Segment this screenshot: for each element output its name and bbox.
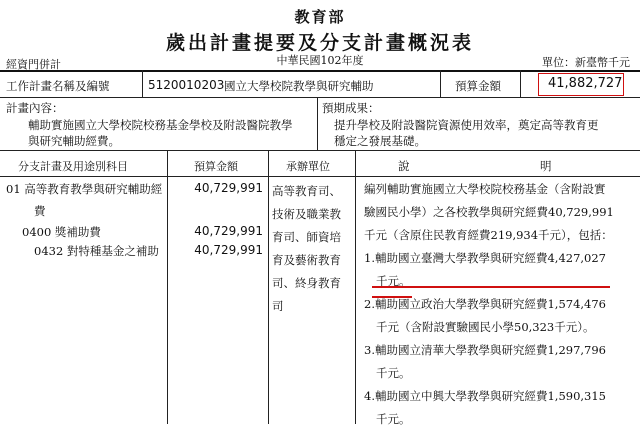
report-title: 歲出計畫提要及分支計畫概況表 (165, 32, 474, 54)
org-name: 教育部 (294, 8, 346, 26)
note-line: 1.輔助國立臺灣大學教學與研究經費4,427,027 (364, 251, 606, 265)
content-row-border (0, 150, 640, 151)
unit-cell (272, 180, 341, 318)
budget-highlight-box (538, 73, 624, 96)
outcome-label: 預期成果： (322, 101, 380, 115)
currency-unit: 單位：新臺幣千元 (542, 56, 630, 69)
plan-col-divider (520, 70, 521, 97)
note-line: 千元（含原住民教育經費219,934千元），包括： (364, 228, 613, 242)
note-line: 4.輔助國立中興大學教學與研究經費1,590,315 (364, 389, 606, 403)
unit-line: 高等教育司、 (272, 184, 341, 198)
plan-code: 5120010203 (148, 78, 225, 92)
table-col-divider (355, 150, 356, 424)
table-row-budget: 40,729,991 (194, 224, 263, 238)
note-line: 千元。 (376, 412, 411, 426)
budget-label: 預算金額 (455, 79, 501, 93)
col-header-note: 說 (398, 159, 410, 173)
table-top-border (0, 70, 640, 72)
content-col-divider (317, 97, 318, 150)
note-line: 千元。 (376, 274, 411, 288)
col-header-item: 分支計畫及用途別科目 (18, 160, 128, 173)
note-line: 3.輔助國立清華大學教學與研究經費1,297,796 (364, 343, 606, 357)
plan-name: 國立大學校院教學與研究輔助 (224, 79, 374, 93)
table-col-divider (167, 150, 168, 424)
content-text: 與研究輔助經費。 (28, 134, 120, 148)
note-line: 千元（含附設實驗國民小學50,323千元）。 (376, 320, 595, 334)
unit-line: 技術及職業教 (272, 207, 341, 221)
account-type: 經資門併計 (6, 58, 61, 71)
plan-label: 工作計畫名稱及編號 (6, 79, 110, 93)
plan-row-border (0, 97, 640, 98)
note-line: 2.輔助國立政治大學教學與研究經費1,574,476 (364, 297, 606, 311)
table-row-budget: 40,729,991 (194, 181, 263, 195)
table-col-divider (268, 150, 269, 424)
unit-line: 育司、師資培 (272, 230, 341, 244)
highlight-underline (372, 286, 610, 288)
unit-line: 司、終身教育 (272, 276, 341, 290)
table-row-item: 費 (34, 204, 46, 218)
table-row-item: 0432 對特種基金之補助 (34, 244, 159, 258)
unit-line: 司 (272, 299, 284, 313)
plan-col-divider (440, 70, 441, 97)
notes-cell (364, 178, 620, 431)
note-line: 編列輔助實施國立大學校院校務基金（含附設實 (364, 182, 606, 196)
col-header-unit: 承辦單位 (286, 160, 330, 173)
content-text: 輔助實施國立大學校院校務基金學校及附設醫院教學 (28, 118, 293, 132)
note-line: 千元。 (376, 366, 411, 380)
table-row-budget: 40,729,991 (194, 243, 263, 257)
plan-col-divider (142, 70, 143, 97)
outcome-text: 穩定之發展基礎。 (334, 134, 426, 148)
note-line: 驗國民小學）之各校教學與研究經費40,729,991 (364, 205, 614, 219)
col-header-note: 明 (540, 159, 552, 173)
table-row-item: 01 高等教育教學與研究輔助經 (6, 182, 163, 196)
col-header-budget: 預算金額 (194, 160, 238, 173)
outcome-text: 提升學校及附設醫院資源使用效率，奠定高等教育更 (334, 118, 599, 132)
unit-line: 育及藝術教育 (272, 253, 341, 267)
table-row-item: 0400 獎補助費 (22, 225, 101, 239)
header-row-border (0, 176, 640, 177)
highlight-underline (372, 296, 412, 298)
fiscal-year: 中華民國102年度 (276, 54, 364, 67)
budget-value: 41,882,727 (548, 76, 623, 91)
content-label: 計畫內容： (6, 101, 64, 115)
